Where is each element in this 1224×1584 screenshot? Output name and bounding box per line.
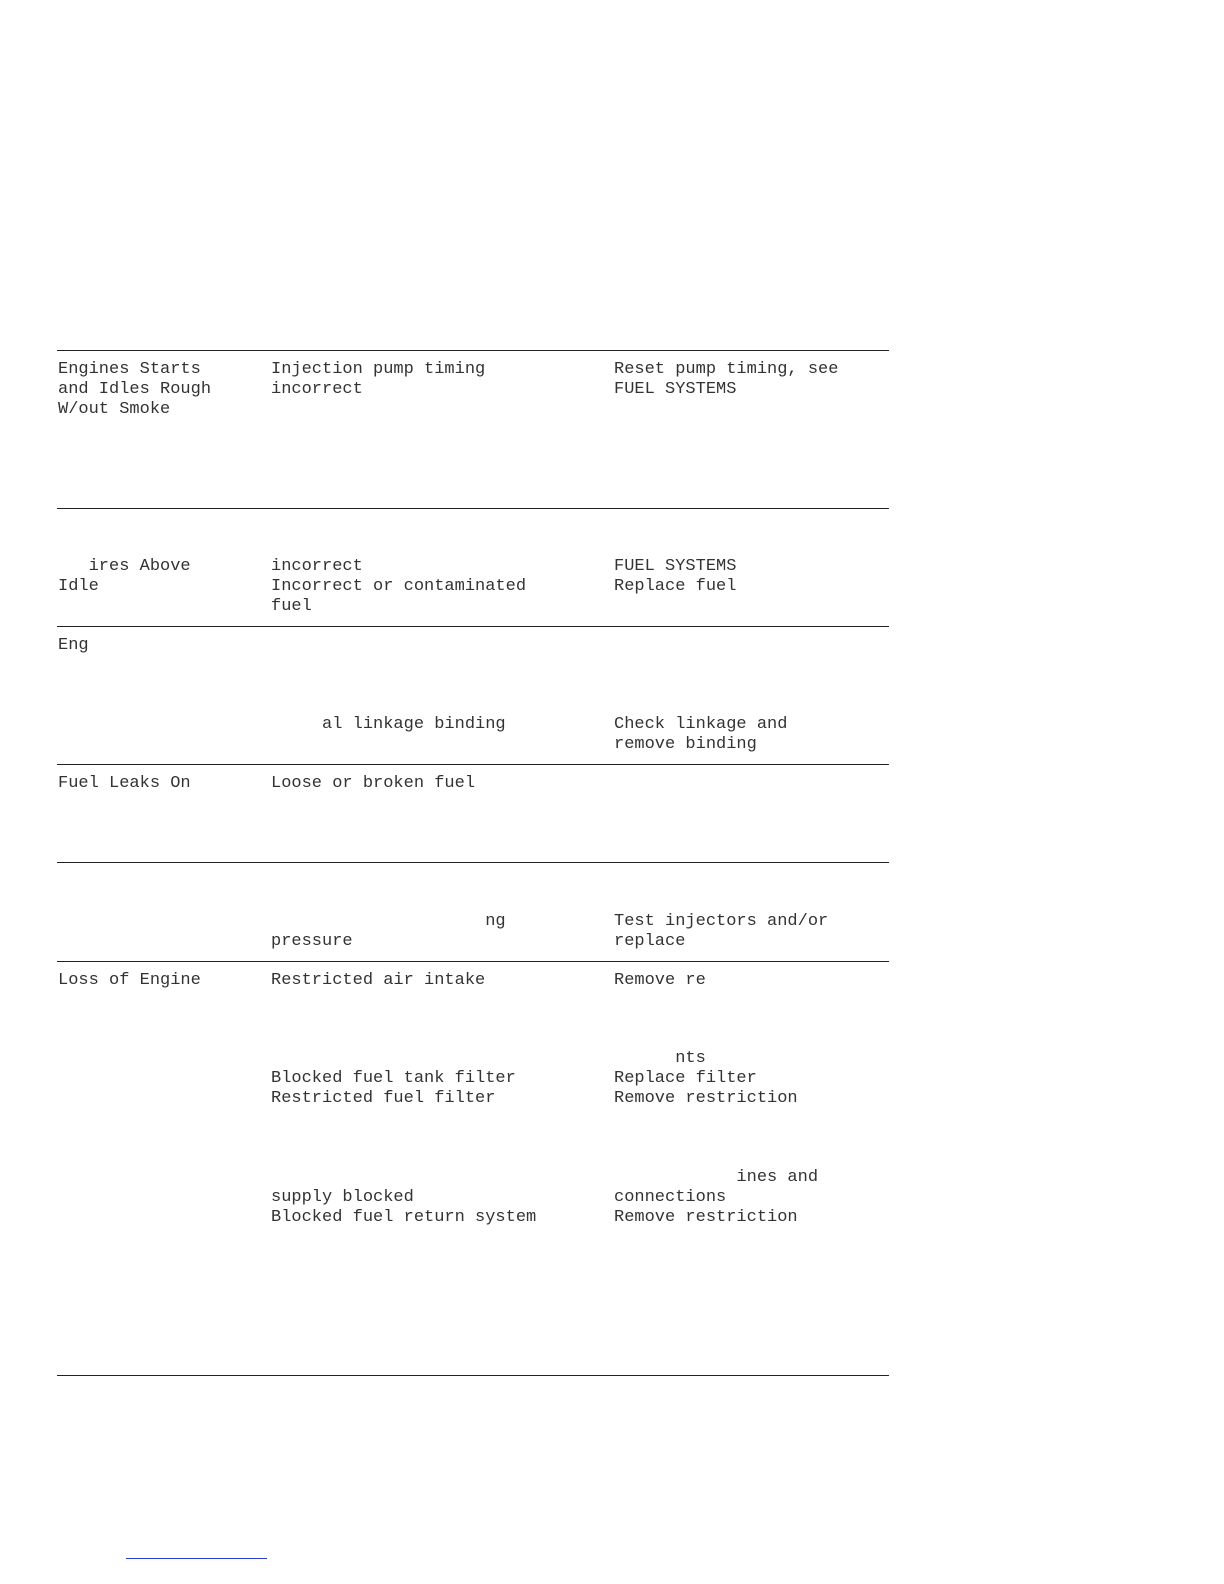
remedy-text: Remove restriction — [614, 1089, 798, 1108]
table-row-divider — [57, 862, 889, 863]
remedy-text: Replace fuel — [614, 577, 737, 596]
cause-text: pressure — [271, 932, 353, 951]
remedy-text: ines and — [614, 1168, 819, 1187]
cause-text: Restricted air intake — [271, 971, 486, 990]
cause-text: supply blocked — [271, 1188, 414, 1207]
table-rule-bottom — [57, 1375, 889, 1376]
symptom-text: Eng — [58, 636, 89, 655]
table-row-divider — [57, 626, 889, 627]
symptom-text: Fuel Leaks On — [58, 774, 191, 793]
table-row-divider — [57, 508, 889, 509]
symptom-text: Engines Starts — [58, 360, 201, 379]
remedy-text: remove binding — [614, 735, 757, 754]
footer-link-underline[interactable] — [126, 1558, 267, 1559]
symptom-text: and Idles Rough — [58, 380, 212, 399]
symptom-text: Loss of Engine — [58, 971, 201, 990]
remedy-text: FUEL SYSTEMS — [614, 557, 737, 576]
remedy-text: Replace filter — [614, 1069, 757, 1088]
remedy-text: Reset pump timing, see — [614, 360, 839, 379]
remedy-text: Test injectors and/or — [614, 912, 829, 931]
symptom-text: Idle — [58, 577, 99, 596]
symptom-text: W/out Smoke — [58, 400, 171, 419]
remedy-text: FUEL SYSTEMS — [614, 380, 737, 399]
cause-text: Loose or broken fuel — [271, 774, 476, 793]
table-rule-top — [57, 350, 889, 351]
remedy-text: replace — [614, 932, 686, 951]
remedy-text: Remove re — [614, 971, 706, 990]
remedy-text: Check linkage and — [614, 715, 788, 734]
cause-text: Blocked fuel return system — [271, 1208, 537, 1227]
cause-text: al linkage binding — [271, 715, 506, 734]
cause-text: ng — [271, 912, 506, 931]
cause-text: Incorrect or contaminated — [271, 577, 527, 596]
cause-text: Restricted fuel filter — [271, 1089, 496, 1108]
symptom-text: ires Above — [58, 557, 191, 576]
cause-text: incorrect — [271, 380, 363, 399]
table-row-divider — [57, 961, 889, 962]
cause-text: Blocked fuel tank filter — [271, 1069, 516, 1088]
cause-text: incorrect — [271, 557, 363, 576]
remedy-text: connections — [614, 1188, 727, 1207]
cause-text: fuel — [271, 597, 312, 616]
cause-text: Injection pump timing — [271, 360, 486, 379]
table-row-divider — [57, 764, 889, 765]
remedy-text: Remove restriction — [614, 1208, 798, 1227]
remedy-text: nts — [614, 1049, 706, 1068]
